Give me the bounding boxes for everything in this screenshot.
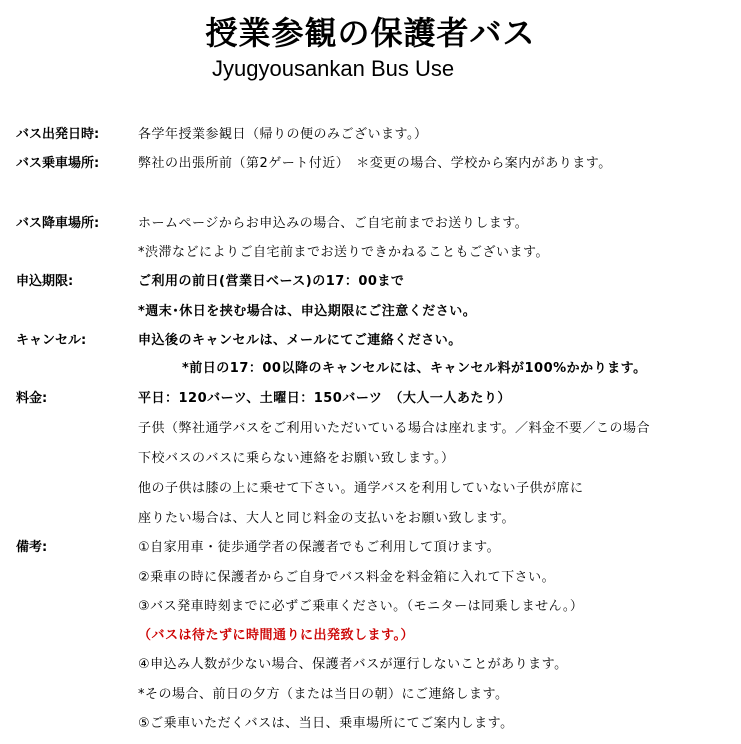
- remarks-label: 備考:: [16, 540, 48, 555]
- remarks-line: ⑤ご乗車いただくバスは、当日、乗車場所にてご案内します。: [138, 716, 514, 731]
- fee-line: 子供（弊社通学バスをご利用いただいている場合は座れます。／料金不要／この場合: [138, 421, 650, 436]
- pickup-label: バス乗車場所:: [16, 156, 100, 171]
- deadline-label: 申込期限:: [16, 274, 74, 289]
- remarks-line: ③バス発車時刻までに必ずご乗車ください。（モニターは同乗しません。）: [138, 599, 584, 614]
- dropoff-note: *渋滞などによりご自宅前までお送りできかねることもございます。: [138, 245, 549, 260]
- remarks-line: ④申込み人数が少ない場合、保護者バスが運行しないことがあります。: [138, 657, 568, 672]
- dropoff-label: バス降車場所:: [16, 216, 100, 231]
- fee-text: 平日：120バーツ、土曜日：150バーツ （大人一人あたり）: [138, 391, 511, 406]
- fee-line: 座りたい場合は、大人と同じ料金の支払いをお願い致します。: [138, 511, 515, 526]
- deadline-text: ご利用の前日(営業日ベース)の17：00まで: [138, 274, 405, 289]
- page-title: 授業参観の保護者バス: [205, 14, 536, 52]
- remarks-line: ①自家用車・徒歩通学者の保護者でもご利用して頂けます。: [138, 540, 501, 555]
- dropoff-text: ホームページからお申込みの場合、ご自宅前までお送りします。: [138, 216, 529, 231]
- cancel-label: キャンセル:: [16, 333, 87, 348]
- remarks-warning: （バスは待たずに時間通りに出発致します。）: [138, 628, 414, 643]
- departure-text: 各学年授業参観日（帰りの便のみございます。）: [138, 127, 428, 142]
- deadline-note: *週末･休日を挟む場合は、申込期限にご注意ください。: [138, 304, 477, 319]
- cancel-note: *前日の17：00以降のキャンセルには、キャンセル料が100%かかります。: [182, 361, 647, 376]
- departure-label: バス出発日時:: [16, 127, 100, 142]
- cancel-text: 申込後のキャンセルは、メールにてご連絡ください。: [138, 333, 462, 348]
- fee-line: 他の子供は膝の上に乗せて下さい。通学バスを利用していない子供が席に: [138, 481, 584, 496]
- remarks-line: *その場合、前日の夕方（または当日の朝）にご連絡します。: [138, 687, 509, 702]
- remarks-line: ②乗車の時に保護者からご自身でバス料金を料金箱に入れて下さい。: [138, 570, 556, 585]
- fee-line: 下校バスのバスに乗らない連絡をお願い致します。）: [138, 451, 455, 466]
- fee-label: 料金:: [16, 391, 48, 406]
- page-subtitle: Jyugyousankan Bus Use: [212, 56, 455, 81]
- pickup-text: 弊社の出張所前（第2ゲート付近） ＊変更の場合、学校から案内があります。: [138, 156, 612, 171]
